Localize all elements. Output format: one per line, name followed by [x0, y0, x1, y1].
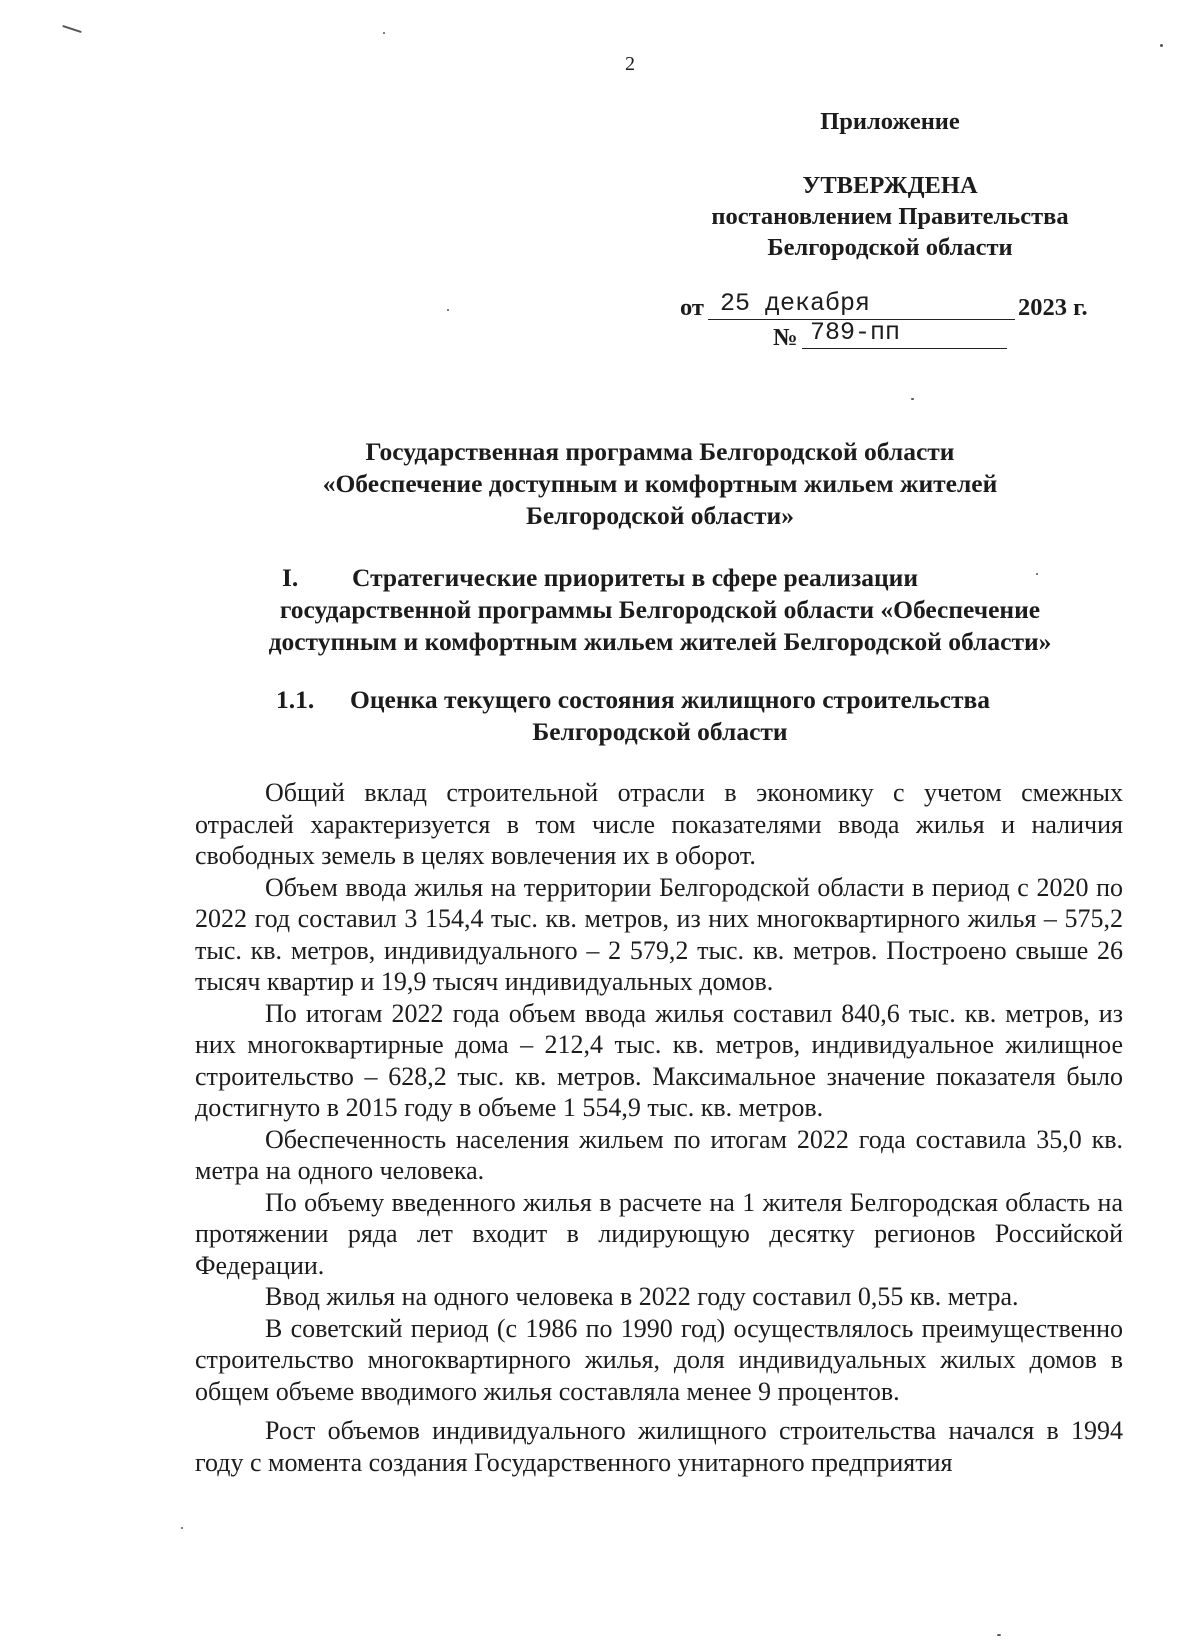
number-value: 789-пп — [810, 318, 901, 347]
program-title-line1: Государственная программа Белгородской области — [365, 437, 955, 466]
scan-speck — [1160, 44, 1163, 47]
number-underline — [802, 348, 1007, 349]
section-1-title — [190, 594, 1130, 658]
section-1-line2: государственной программы Белгородской области «Обеспечение — [279, 595, 1041, 624]
paragraph: По итогам 2022 года объем ввода жилья составил 840,6 тыс. кв. метров, из них многоквартирные дома – 212,4 тыс. кв. метров, индивидуальное жилищное строительство – 628,2 тыс. кв. метров. Максимальное значение показателя было достигнуто в 2015 году в объеме 1 554,9 тыс. кв. метров. — [195, 998, 1123, 1122]
program-title-line3: Белгородской области» — [526, 501, 794, 530]
section-1-number: I. — [282, 563, 299, 592]
date-value: 25 декабря — [720, 289, 871, 318]
section-1-line1: Стратегические приоритеты в сфере реализации — [352, 563, 919, 592]
section-1-1-number: 1.1. — [276, 685, 315, 714]
page-number: 2 — [625, 53, 635, 75]
section-1-1-line1: Оценка текущего состояния жилищного строительства — [350, 685, 991, 714]
program-title — [190, 436, 1130, 532]
scan-speck — [997, 1634, 1001, 1636]
scan-speck — [181, 1527, 183, 1529]
body-text — [195, 777, 1123, 1478]
appendix-label: Приложение — [820, 108, 960, 135]
scan-speck — [911, 398, 914, 400]
approval-line2: Белгородской области — [767, 234, 1013, 261]
approval-title: УТВЕРЖДЕНА — [802, 172, 978, 199]
scan-speck — [383, 32, 385, 34]
paragraph: Объем ввода жилья на территории Белгородской области в период с 2020 по 2022 год составил 3 154,4 тыс. кв. метров, из них многоквартирного жилья – 575,2 тыс. кв. метров, индивидуального – 2 579,2 тыс. кв. метров. Построено свыше 26 тысяч квартир и 19,9 тысяч индивидуальных домов. — [195, 872, 1123, 996]
approval-line1: постановлением Правительства — [711, 203, 1069, 230]
paragraph: В советский период (с 1986 по 1990 год) осуществлялось преимущественно строительство многоквартирного жилья, доля индивидуальных жилых домов в общем объеме вводимого жилья составляла менее 9 процентов. — [195, 1313, 1123, 1406]
paragraph: Ввод жилья на одного человека в 2022 году составил 0,55 кв. метра. — [265, 1282, 1019, 1311]
number-prefix: № — [773, 324, 798, 351]
section-1-line3: доступным и комфортным жильем жителей Белгородской области» — [268, 627, 1052, 656]
scan-mark — [62, 25, 82, 33]
date-year: 2023 г. — [1018, 294, 1088, 321]
paragraph: Обеспеченность населения жильем по итогам 2022 года составила 35,0 кв. метра на одного человека. — [195, 1124, 1123, 1185]
section-1-1-line2: Белгородской области — [532, 717, 788, 746]
paragraph: Рост объемов индивидуального жилищного строительства начался в 1994 году с момента создания Государственного унитарного предприятия — [195, 1416, 1123, 1477]
paragraph: По объему введенного жилья в расчете на 1 жителя Белгородская область на протяжении ряда лет входит в лидирующую десятку регионов Российской Федерации. — [195, 1187, 1123, 1280]
date-prefix: от — [680, 294, 704, 321]
paragraph: Общий вклад строительной отрасли в экономику с учетом смежных отраслей характеризуется в том числе показателями ввода жилья и наличия свободных земель в целях вовлечения их в оборот. — [195, 778, 1123, 870]
scan-speck — [447, 309, 449, 311]
program-title-line2: «Обеспечение доступным и комфортным жильем жителей — [322, 469, 998, 498]
